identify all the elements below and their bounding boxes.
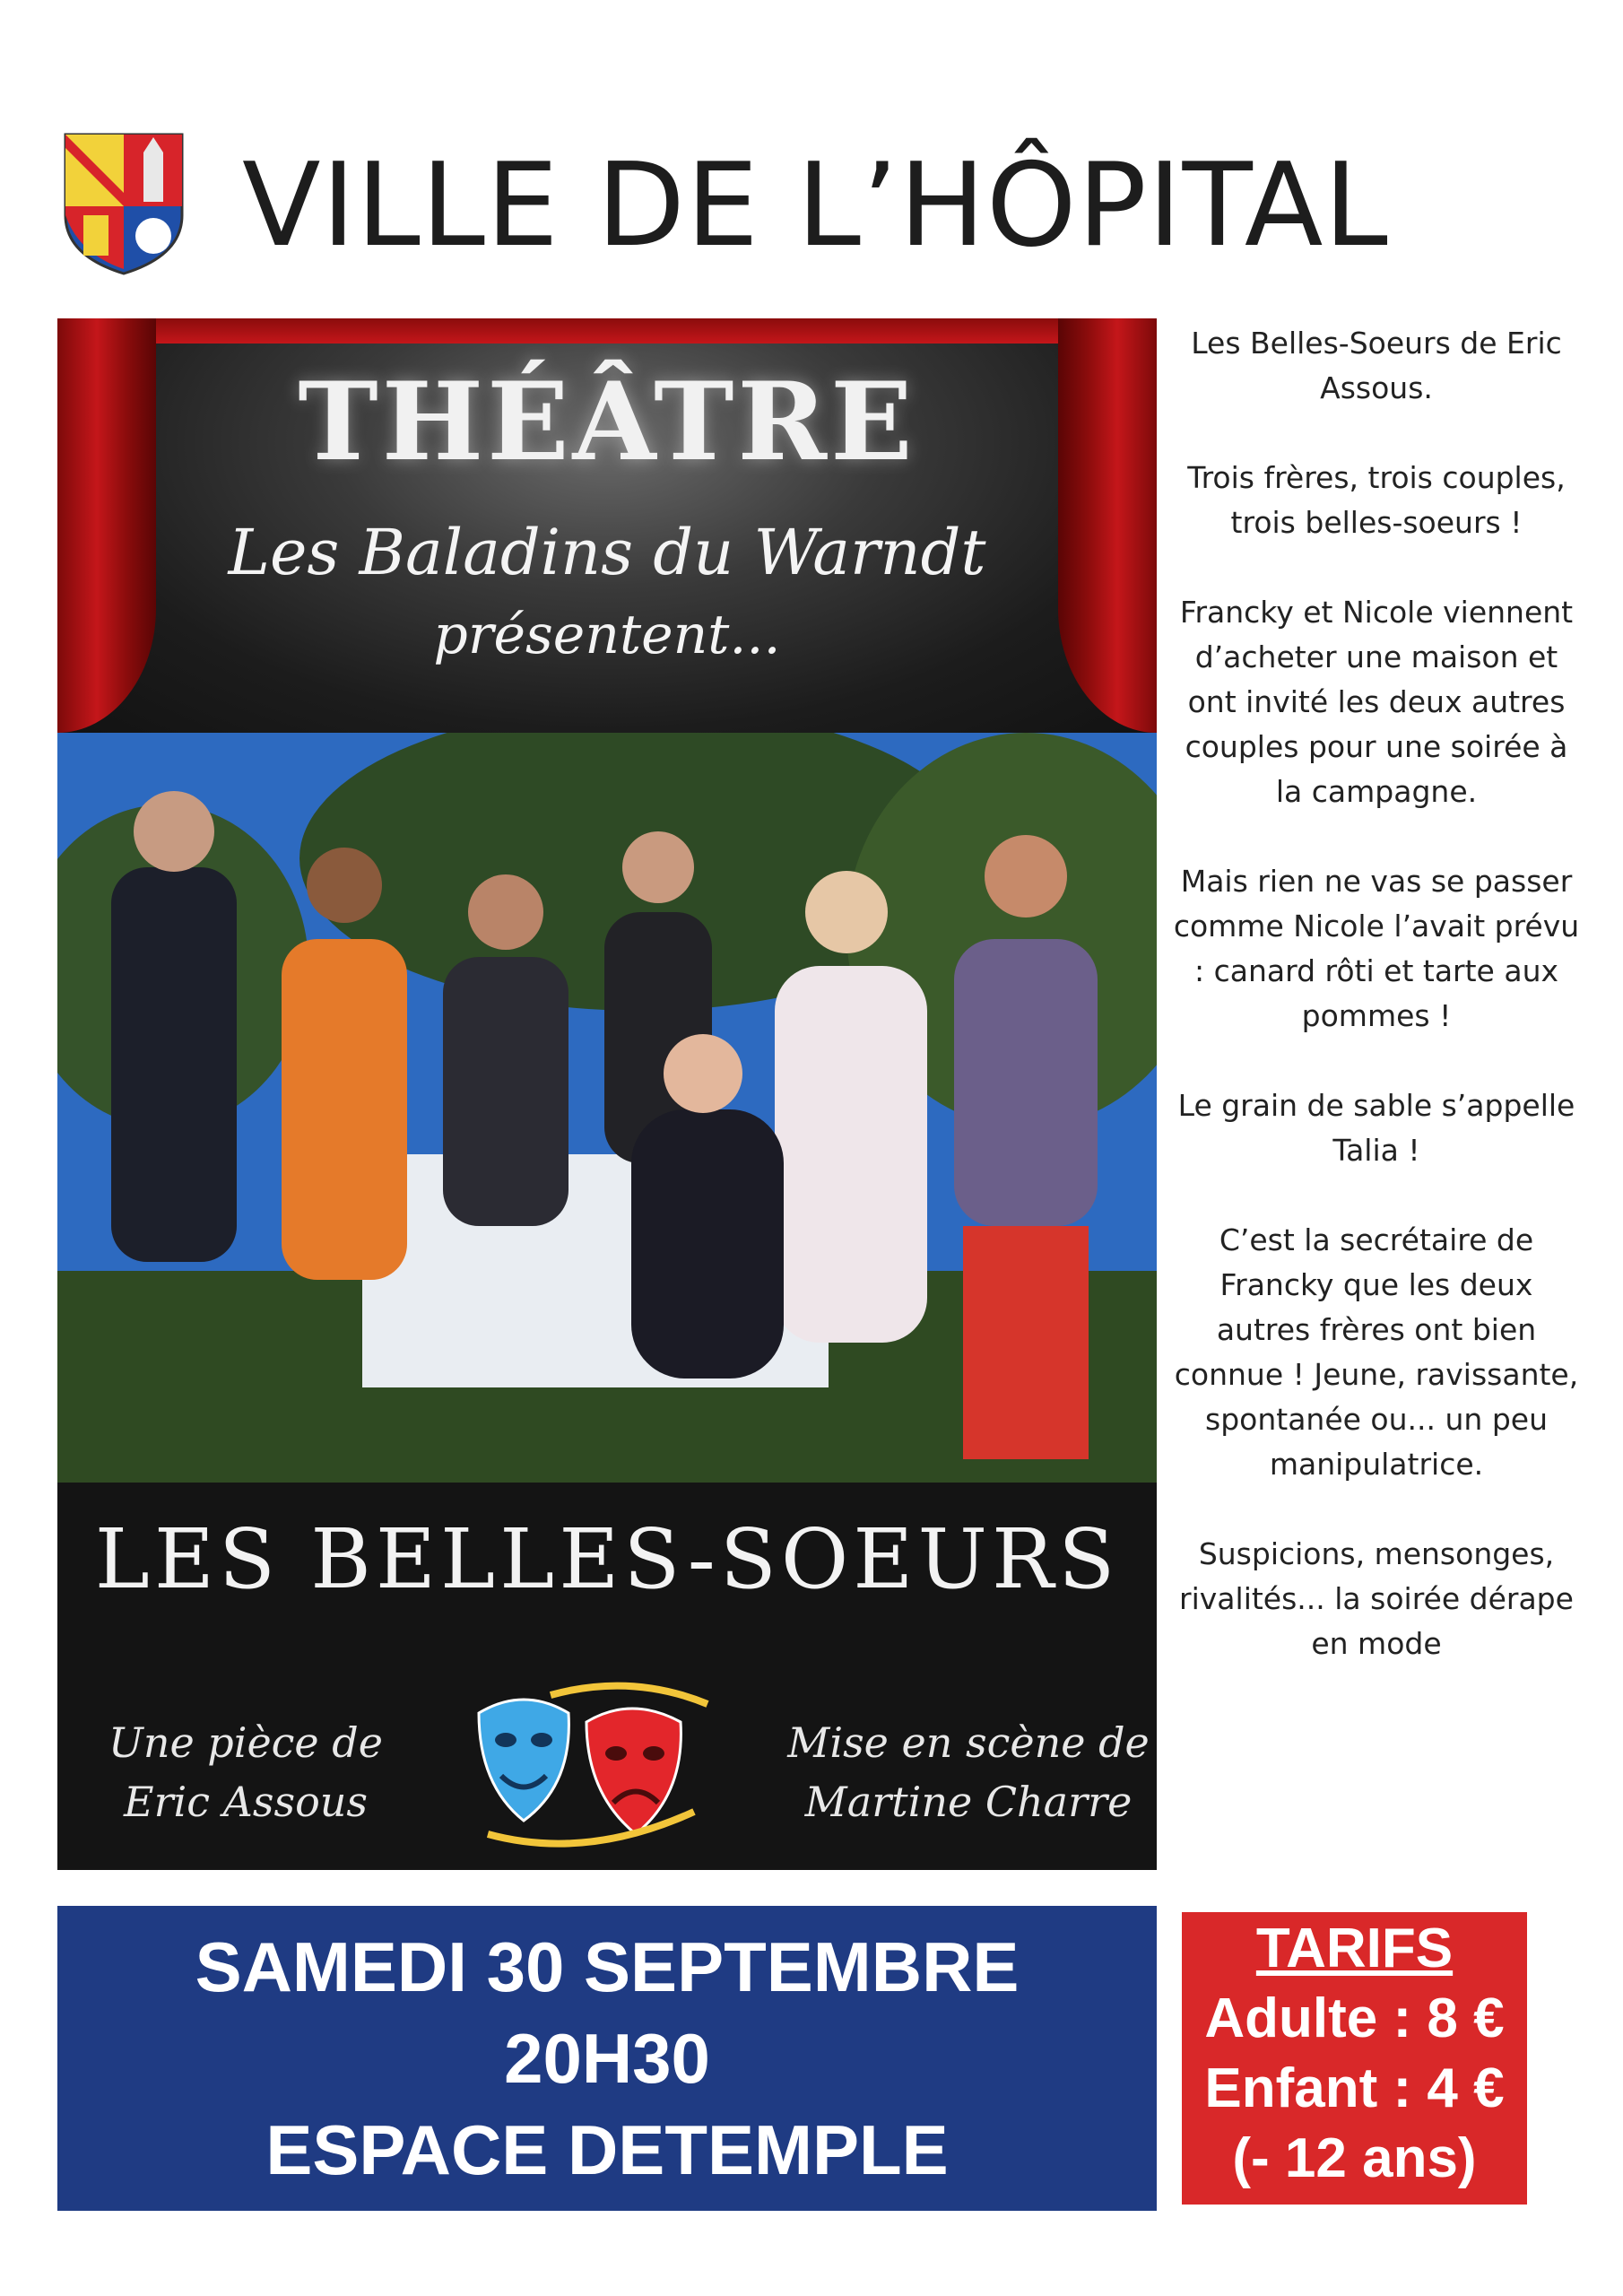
author-credit-line-1: Une pièce de xyxy=(108,1718,383,1767)
coat-of-arms-icon xyxy=(61,130,187,278)
director-credit-line-2: Martine Charre xyxy=(804,1778,1133,1826)
synopsis-paragraph: Mais rien ne vas se passer comme Nicole l’avait prévu : canard rôti et tarte aux pommes ! xyxy=(1173,864,1580,1033)
tarif-child: Enfant : 4 € xyxy=(1204,2057,1505,2119)
poster-heading: THÉÂTRE xyxy=(298,359,916,485)
synopsis-paragraph: Trois frères, trois couples, trois belles-soeurs ! xyxy=(1187,460,1566,540)
theatre-masks-icon xyxy=(452,1677,721,1866)
event-venue: ESPACE DETEMPLE xyxy=(265,2110,949,2189)
event-date: SAMEDI 30 SEPTEMBRE xyxy=(195,1927,1020,2006)
curtain-valance xyxy=(57,318,1157,344)
tarifs-heading: TARIFS xyxy=(1255,1918,1454,1979)
cast-photo-icon xyxy=(57,733,1157,1483)
presents-text: présentent... xyxy=(433,604,781,666)
director-credit-line-1: Mise en scène de xyxy=(787,1718,1150,1767)
synopsis xyxy=(1170,321,1583,1711)
author-credit xyxy=(57,1713,434,1831)
event-time: 20H30 xyxy=(504,2019,710,2098)
event-info-box xyxy=(57,1906,1157,2211)
synopsis-paragraph: Suspicions, mensonges, rivalités... la soirée dérape en mode xyxy=(1179,1536,1574,1661)
tarifs-box xyxy=(1182,1912,1527,2205)
theatre-poster xyxy=(57,318,1157,1870)
tarif-child-note: (- 12 ans) xyxy=(1232,2127,1477,2189)
synopsis-paragraph: Les Belles-Soeurs de Eric Assous. xyxy=(1191,326,1562,405)
director-credit xyxy=(780,1713,1157,1831)
troupe-name: Les Baladins du Warndt xyxy=(228,516,986,589)
tarif-adult: Adulte : 8 € xyxy=(1204,1987,1505,2049)
synopsis-paragraph: Francky et Nicole viennent d’acheter une maison et ont invité les deux autres couples pour une soirée à la campagne. xyxy=(1179,595,1574,809)
play-title: LES BELLES-SOEURS xyxy=(94,1511,1120,1607)
synopsis-paragraph: Le grain de sable s’appelle Talia ! xyxy=(1177,1088,1575,1168)
author-credit-line-2: Eric Assous xyxy=(123,1778,369,1826)
town-title: VILLE DE L’HÔPITAL xyxy=(242,139,1389,273)
synopsis-paragraph: C’est la secrétaire de Francky que les deux autres frères ont bien connue ! Jeune, ravissante, spontanée ou... un peu manipulatrice. xyxy=(1174,1222,1579,1482)
